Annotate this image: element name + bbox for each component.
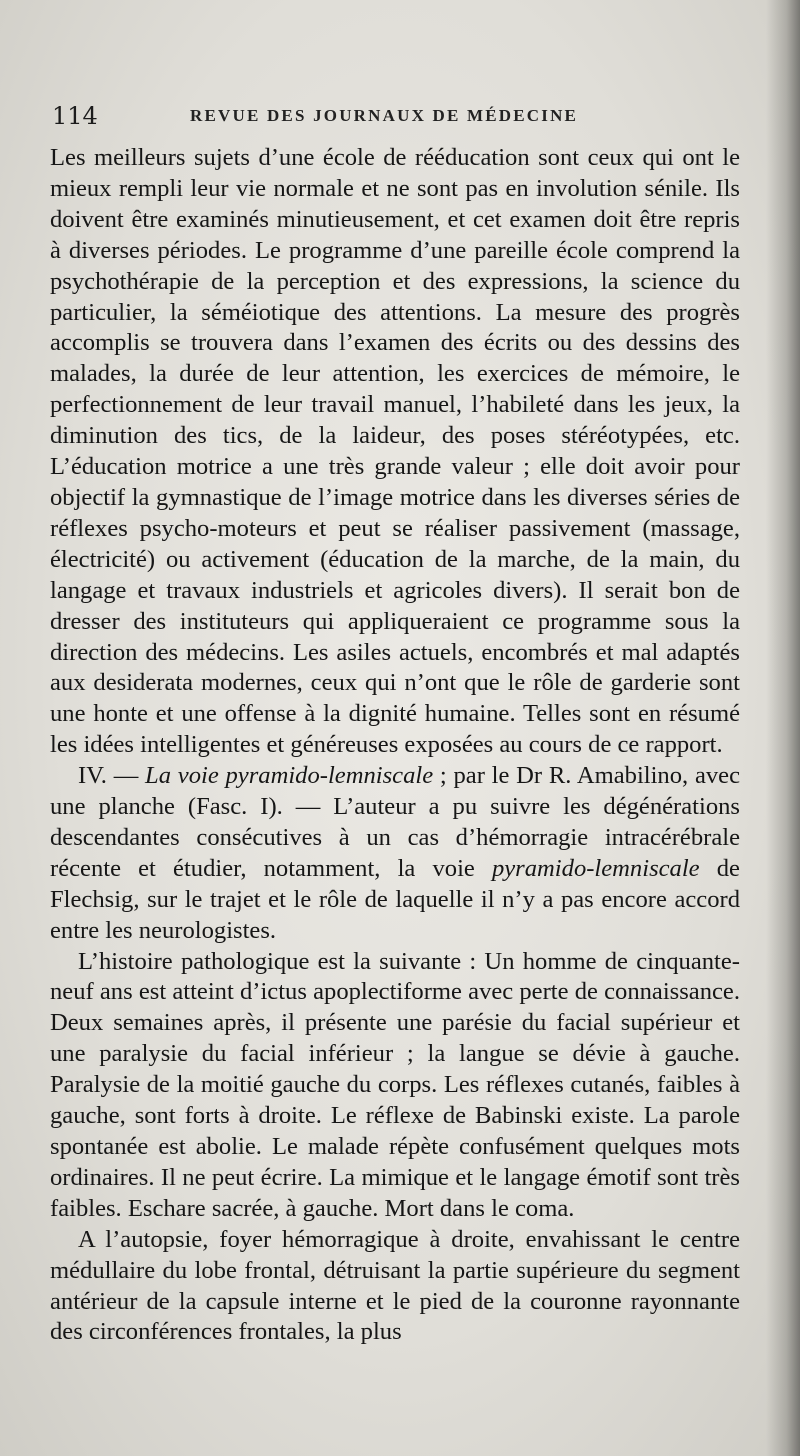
paragraph-rééducation xyxy=(50,143,740,761)
body-text xyxy=(50,143,740,1348)
article-title: La voie pyramido-lemniscale xyxy=(145,762,434,790)
paragraph-autopsy xyxy=(50,1225,740,1349)
paragraph-section-iv xyxy=(50,761,740,946)
running-title: REVUE DES JOURNAUX DE MÉDECINE xyxy=(190,106,579,125)
section-lead: IV. — xyxy=(78,762,146,790)
paragraph-text: L’histoire pathologique est la suivante : Un homme de cinquante-neuf ans est atteint d’ictus apoplectiforme avec perte de connaissance. Deux semaines après, il présente une parésie du facial supérieur et une paralysie du facial inférieur ; la langue se dévie à gauche. Paralysie de la moitié gauche du corps. Les réflexes cutanés, faibles à gauche, sont forts à droite. Le réflexe de Babinski existe. La parole spontanée est abolie. Le malade répète confusément quelques mots ordinaires. Il ne peut écrire. La mimique et le langage émotif sont très faibles. Eschare sacrée, à gauche. Mort dans le coma. xyxy=(50,947,740,1222)
page-edge-shadow xyxy=(766,0,800,1456)
page-number: 114 xyxy=(52,102,98,130)
paragraph-case-history xyxy=(50,947,740,1225)
paragraph-text: de Flechsig, sur le trajet et le rôle de laquelle il n’y a pas encore accord entre les neurologistes. xyxy=(50,854,740,944)
paragraph-text: A l’autopsie, foyer hémorragique à droite, envahissant le centre médullaire du lobe frontal, détruisant la partie supérieure du segment antérieur de la capsule interne et le pied de la couronne rayonnante des circonférences frontales, la plus xyxy=(50,1225,740,1346)
paragraph-text: Les meilleurs sujets d’une école de rééducation sont ceux qui ont le mieux rempli leur vie normale et ne sont pas en involution sénile. Ils doivent être examinés minutieusement, et cet examen doit être repris à diverses périodes. Le programme d’une pareille école comprend la psychothérapie de la perception et des expressions, la science du particulier, la séméiotique des attentions. La mesure des progrès accomplis se trouvera dans l’examen des écrits ou des dessins des malades, la durée de leur attention, les exercices de mémoire, le perfectionnement de leur travail manuel, l’habileté dans les jeux, la diminution des tics, de la laideur, des poses stéréotypées, etc. L’éducation motrice a une très grande valeur ; elle doit avoir pour objectif la gymnastique de l’image motrice dans les diverses séries de réflexes psycho-moteurs et peut se réaliser passivement (massage, électricité) ou activement (éducation de la marche, de la main, du langage et travaux industriels et agricoles divers). Il serait bon de dresser des instituteurs qui appliqueraient ce programme sous la direction des médecins. Les asiles actuels, encombrés et mal adaptés aux desiderata modernes, ceux qui n’ont que le rôle de garderie sont une honte et une offense à la dignité humaine. Telles sont en résumé les idées intelligentes et généreuses exposées au cours de ce rapport. xyxy=(50,144,740,759)
italic-term: pyramido-lemniscale xyxy=(491,854,700,882)
running-header xyxy=(52,100,752,134)
article-byline: ; par le Dr R. Amabilino, avec une planche (Fasc. I). — L’auteur a pu suivre les dégénérations descendantes consécutives à un cas d’hémorragie intracérébrale récente et étudier, notamment, la voie xyxy=(50,762,740,882)
